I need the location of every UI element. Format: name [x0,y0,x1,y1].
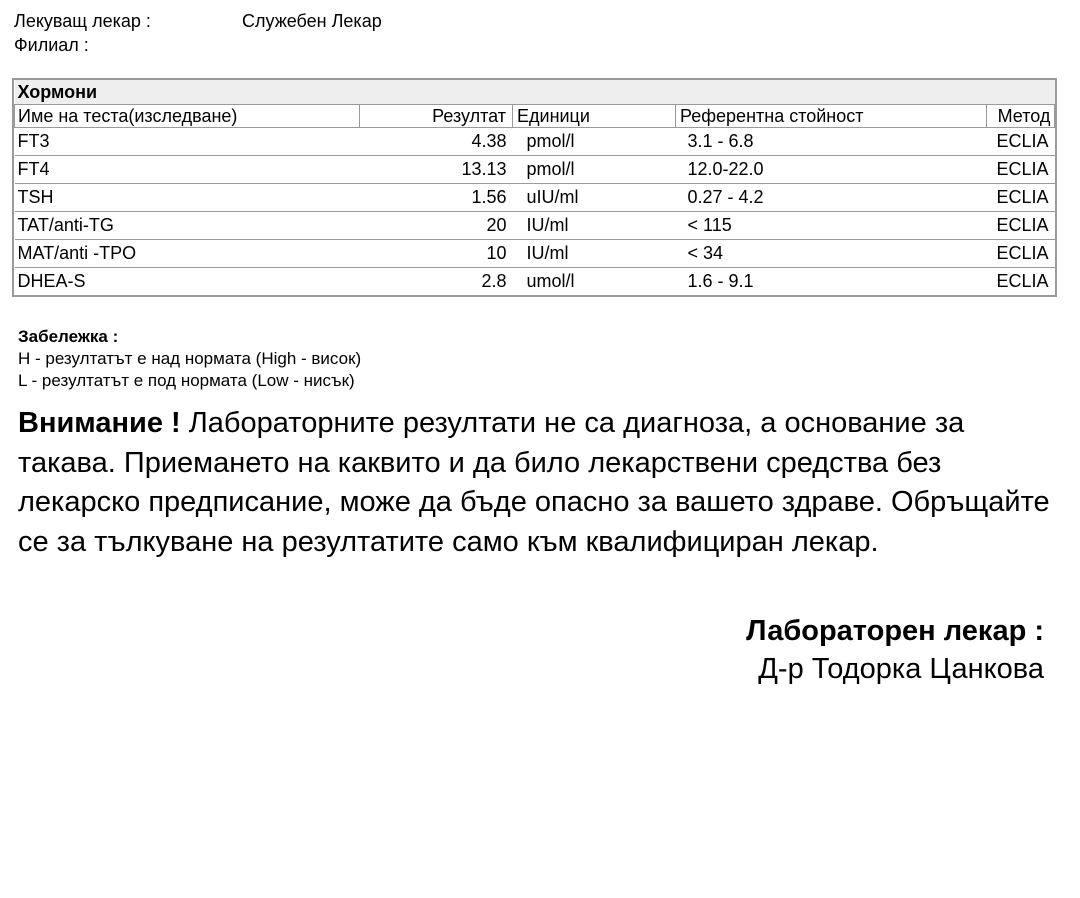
hormones-results-table [12,78,1057,297]
section-title: Хормони [15,80,1055,105]
test-method: ECLIA [987,156,1055,184]
test-unit: pmol/l [513,156,676,184]
treating-doctor-value: Служебен Лекар [242,11,382,31]
warning-paragraph [18,404,1058,562]
branch-label: Филиал : [14,35,89,55]
treating-doctor-line [14,10,382,32]
test-method: ECLIA [987,128,1055,156]
test-unit: uIU/ml [513,184,676,212]
signature-block [746,612,1044,688]
col-method: Метод [987,105,1055,128]
test-method: ECLIA [996,271,1049,291]
test-name: FT3 [15,128,360,156]
test-result: 4.38 [360,128,513,156]
test-reference: 12.0-22.0 [676,156,987,184]
note-title: Забележка : [18,327,119,346]
col-result: Резултат [360,105,513,128]
section-header-row [15,80,1055,105]
test-reference: 1.6 - 9.1 [687,271,754,291]
col-units: Единици [513,105,676,128]
test-reference: < 115 [676,212,987,240]
legend-note [18,326,361,392]
warning-text: Лабораторните резултати не са диагноза, а основание за такава. Приемането на каквито и да било лекарствени средства без лекарско предписание, може да бъде опасно за вашето здраве. Обръщайте се за тълкуване на резултатите само към квалифициран лекар. [18,407,1050,558]
lab-doctor-name: Д-р Тодорка Цанкова [758,653,1044,685]
table-row [15,156,1055,184]
test-result: 13.13 [360,156,513,184]
lab-doctor-label: Лабораторен лекар : [746,615,1044,647]
test-method: ECLIA [987,212,1055,240]
note-low: L - резултатът е под нормата (Low - нисък) [18,371,355,390]
test-unit: pmol/l [513,128,676,156]
note-high: H - резултатът е над нормата (High - висок) [18,349,362,368]
test-method: ECLIA [987,240,1055,268]
test-result: 10 [360,240,513,268]
test-reference: 3.1 - 6.8 [676,128,987,156]
treating-doctor-label: Лекуващ лекар : [14,11,151,31]
test-method: ECLIA [987,184,1055,212]
test-name: FT4 [15,156,360,184]
test-result: 20 [360,212,513,240]
table-row [15,184,1055,212]
table-row [15,240,1055,268]
test-unit: umol/l [526,271,575,291]
test-result: 1.56 [360,184,513,212]
test-name: TAT/anti-TG [15,212,360,240]
test-reference: < 34 [676,240,987,268]
test-unit: IU/ml [513,212,676,240]
test-result: 2.8 [481,271,507,291]
col-test-name: Име на теста(изследване) [15,105,360,128]
warning-title: Внимание ! [18,407,181,439]
col-reference: Референтна стойност [676,105,987,128]
column-header-row [15,105,1055,128]
test-reference: 0.27 - 4.2 [676,184,987,212]
test-name: MAT/anti -TPO [15,240,360,268]
table-row [15,212,1055,240]
test-unit: IU/ml [513,240,676,268]
test-name: DHEA-S [17,271,86,291]
branch-line [14,34,89,56]
table-row [15,128,1055,156]
table-row [15,268,1055,296]
test-name: TSH [15,184,360,212]
